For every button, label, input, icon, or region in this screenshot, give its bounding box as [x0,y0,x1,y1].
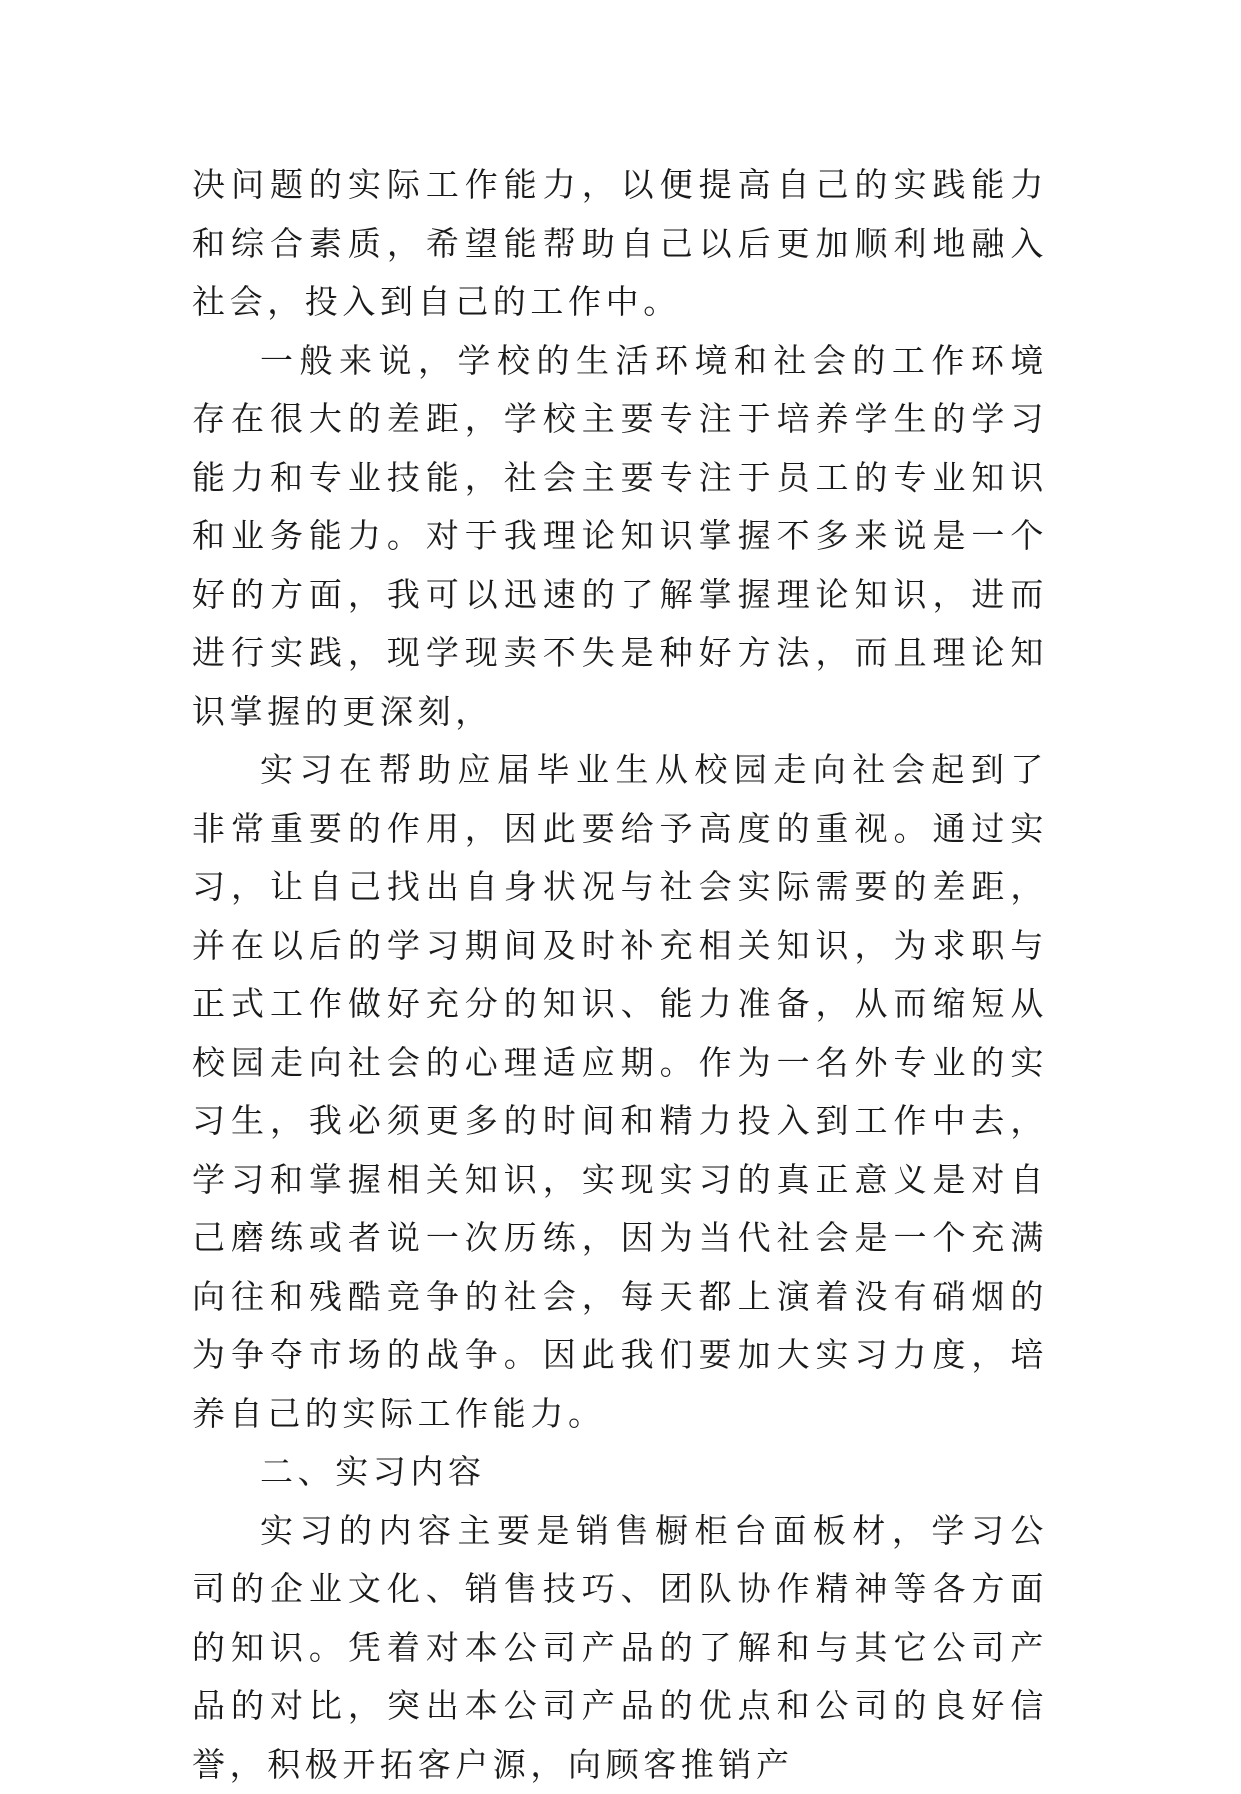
paragraph-continuation: 决问题的实际工作能力，以便提高自己的实践能力和综合素质，希望能帮助自己以后更加顺利地融入社会，投入到自己的工作中。 [192,156,1048,332]
paragraph-environment-gap: 一般来说，学校的生活环境和社会的工作环境存在很大的差距，学校主要专注于培养学生的学习能力和专业技能，社会主要专注于员工的专业知识和业务能力。对于我理论知识掌握不多来说是一个好的方面，我可以迅速的了解掌握理论知识，进而进行实践，现学现卖不失是种好方法，而且理论知识掌握的更深刻， [192,332,1048,742]
paragraph-internship-importance: 实习在帮助应届毕业生从校园走向社会起到了非常重要的作用，因此要给予高度的重视。通过实习，让自己找出自身状况与社会实际需要的差距，并在以后的学习期间及时补充相关知识，为求职与正式工作做好充分的知识、能力准备，从而缩短从校园走向社会的心理适应期。作为一名外专业的实习生，我必须更多的时间和精力投入到工作中去，学习和掌握相关知识，实现实习的真正意义是对自己磨练或者说一次历练，因为当代社会是一个充满向往和残酷竞争的社会，每天都上演着没有硝烟的为争夺市场的战争。因此我们要加大实习力度，培养自己的实际工作能力。 [192,741,1048,1443]
paragraph-internship-content: 实习的内容主要是销售橱柜台面板材，学习公司的企业文化、销售技巧、团队协作精神等各方面的知识。凭着对本公司产品的了解和与其它公司产品的对比，突出本公司产品的优点和公司的良好信誉，积极开拓客户源，向顾客推销产 [192,1502,1048,1794]
section-heading: 二、实习内容 [192,1443,1048,1502]
document-body [192,156,1048,1794]
